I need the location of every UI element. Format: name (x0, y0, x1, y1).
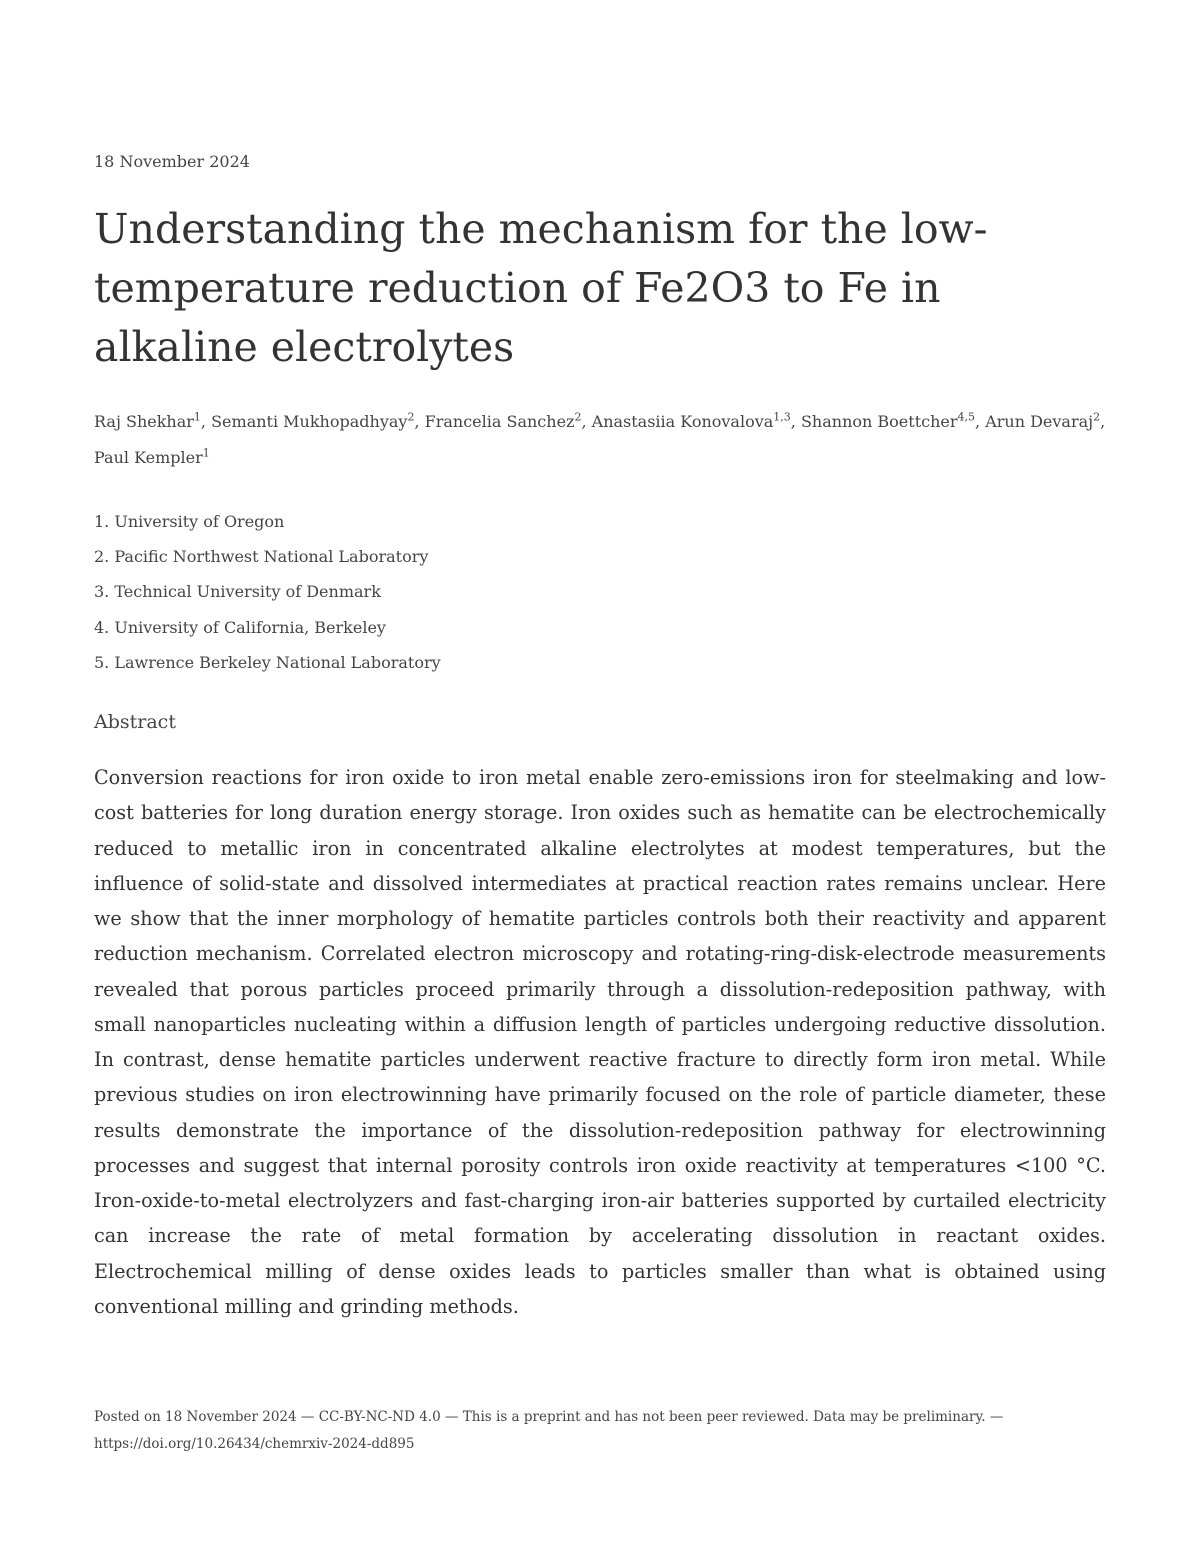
author-item (985, 412, 1100, 431)
author-affiliation-marker: 2 (574, 410, 582, 424)
affiliation-list (94, 504, 441, 680)
publication-date: 18 November 2024 (94, 152, 250, 171)
author-affiliation-marker: 1 (193, 410, 201, 424)
author-affiliation-marker: 1 (202, 446, 210, 460)
author-item (94, 412, 201, 431)
author-list: Raj Shekhar$^1$, Semanti Mukhopadhyay$^2$, Francelia Sanchez$^2$, Anastasiia Konovalova$^{1,3}$, Shannon Boettcher$^{4,5}$, Arun Devaraj$^2$, Paul Kempler$^1$ (94, 410, 1106, 467)
author-name: Arun Devaraj (985, 412, 1094, 431)
author-affiliation-marker: 2 (1093, 410, 1101, 424)
author-name: Paul Kempler (94, 448, 203, 467)
author-affiliation-marker: 2 (407, 410, 415, 424)
affiliation-item: 2. Pacific Northwest National Laboratory (94, 547, 429, 567)
author-name: Shannon Boettcher (800, 412, 958, 431)
author-item (94, 448, 210, 467)
author-affiliation-marker: 4,5 (957, 410, 976, 424)
author-item (211, 412, 414, 431)
affiliation-item: 1. University of Oregon (94, 512, 285, 531)
paper-title: Understanding the mechanism for the low-temperature reduction of Fe2O3 to Fe in alkaline electrolytes (94, 205, 988, 371)
affiliation-item: 5. Lawrence Berkeley National Laboratory (94, 652, 441, 672)
author-name: Semanti Mukhopadhyay (211, 412, 408, 431)
author-name: Francelia Sanchez (424, 412, 575, 431)
author-name: Raj Shekhar (94, 412, 194, 431)
author-item (801, 412, 975, 431)
author-affiliation-marker: 1,3 (773, 410, 791, 424)
author-item (425, 412, 582, 431)
author-item (592, 412, 791, 431)
preprint-footer: Posted on 18 November 2024 — CC-BY-NC-ND 4.0 — This is a preprint and has not been peer reviewed. Data may be preliminary. — https://doi.org/10.26434/chemrxiv-2024-dd895 (94, 1409, 1004, 1452)
author-name: Anastasiia Konovalova (591, 412, 774, 431)
abstract-heading: Abstract (94, 711, 176, 733)
affiliation-item: 3. Technical University of Denmark (94, 582, 381, 602)
affiliation-item: 4. University of California, Berkeley (94, 617, 386, 637)
abstract-text: Conversion reactions for iron oxide to iron metal enable zero-emissions iron for steelmaking and low-cost batteries for long duration energy storage. Iron oxides such as hematite can be electrochemically reduced to metallic iron in concentrated alkaline electrolytes at modest temperatures, but the influence of solid-state and dissolved intermediates at practical reaction rates remains unclear. Here we show that the inner morphology of hematite particles controls both their reactivity and apparent reduction mechanism. Correlated electron microscopy and rotating-ring-disk-electrode measurements revealed that porous particles proceed primarily through a dissolution-redeposition pathway, with small nanoparticles nucleating within a diffusion length of particles undergoing reductive dissolution. In contrast, dense hematite particles underwent reactive fracture to directly form iron metal. While previous studies on iron electrowinning have primarily focused on the role of particle diameter, these results demonstrate the importance of the dissolution-redeposition pathway for electrowinning processes and suggest that internal porosity controls iron oxide reactivity at temperatures <100 °C. Iron-oxide-to-metal electrolyzers and fast-charging iron-air batteries supported by curtailed electricity can increase the rate of metal formation by accelerating dissolution in reactant oxides. Electrochemical milling of dense oxides leads to particles smaller than what is obtained using conventional milling and grinding methods. (94, 766, 1106, 1318)
